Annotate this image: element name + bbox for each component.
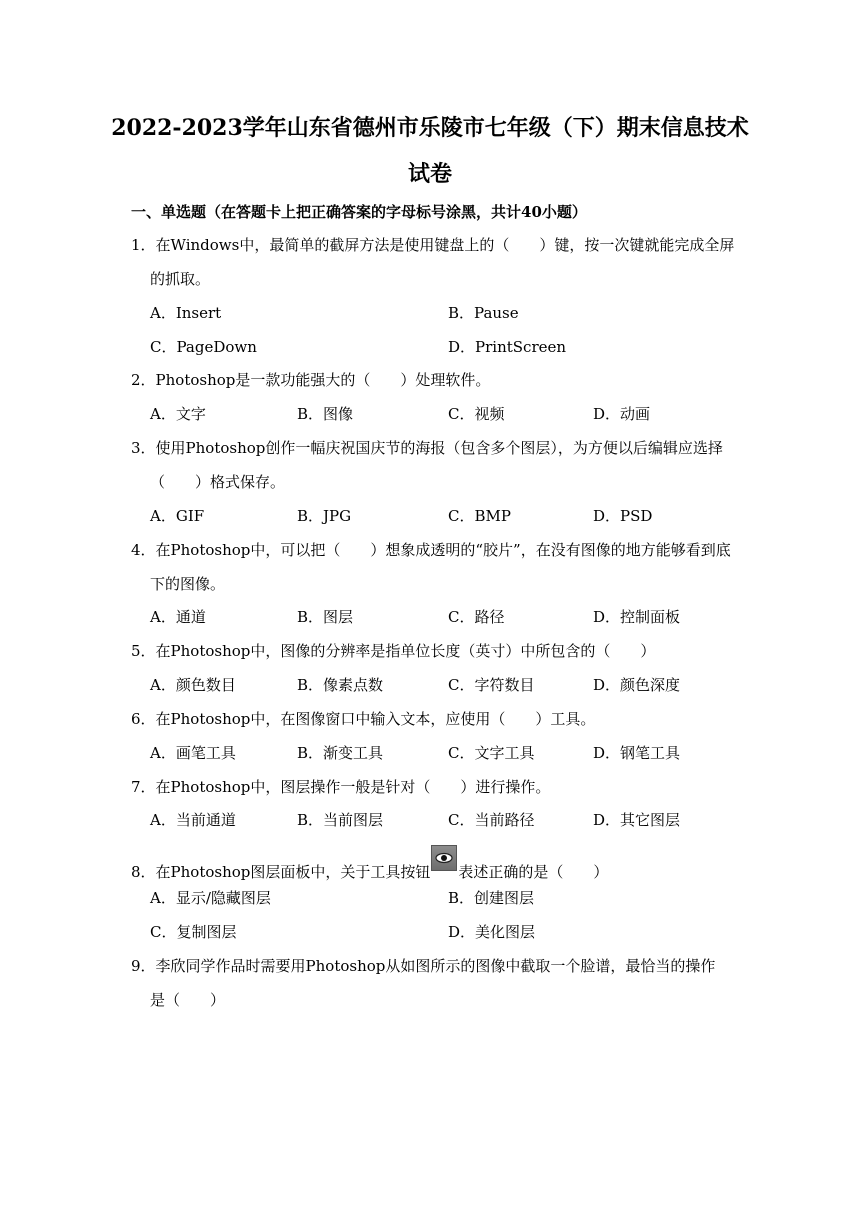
question-1-option-d: D．PrintScreen	[448, 338, 567, 356]
question-3-line1: 3．使用Photoshop创作一幅庆祝国庆节的海报（包含多个图层），为方便以后编辑应选择	[131, 439, 723, 457]
question-6-line1: 6．在Photoshop中，在图像窗口中输入文本，应使用（ ）工具。	[131, 710, 596, 728]
question-8-option-a: A．显示/隐藏图层	[150, 889, 271, 907]
question-2-option-d: D．动画	[593, 405, 651, 423]
question-7-option-b: B．当前图层	[297, 811, 384, 829]
question-8-line1	[131, 853, 608, 883]
question-2-option-c: C．视频	[448, 405, 505, 423]
question-2-line1: 2．Photoshop是一款功能强大的（ ）处理软件。	[131, 371, 491, 389]
question-3-option-c: C．BMP	[448, 507, 511, 525]
question-6-option-d: D．钢笔工具	[593, 744, 681, 762]
question-8-text-end: 表述正确的是（ ）	[458, 863, 609, 881]
question-4-line1: 4．在Photoshop中，可以把（ ）想象成透明的“胶片”，在没有图像的地方能够看到底	[131, 541, 731, 559]
question-3-option-a: A．GIF	[150, 507, 205, 525]
question-1-option-c: C．PageDown	[150, 338, 257, 356]
question-1-line1: 1．在Windows中，最简单的截屏方法是使用键盘上的（ ）键，按一次键就能完成全屏	[131, 236, 735, 254]
eye-icon	[431, 845, 457, 871]
question-4-option-a: A．通道	[150, 608, 206, 626]
question-7-option-c: C．当前路径	[448, 811, 535, 829]
question-4-line2: 下的图像。	[150, 575, 226, 593]
question-9-line2: 是（ ）	[150, 991, 226, 1009]
question-8-option-d: D．美化图层	[448, 923, 536, 941]
question-1-option-b: B．Pause	[448, 304, 519, 322]
question-8-option-b: B．创建图层	[448, 889, 535, 907]
question-5-option-c: C．字符数目	[448, 676, 535, 694]
question-4-option-b: B．图层	[297, 608, 354, 626]
question-2-option-b: B．图像	[297, 405, 354, 423]
question-1-option-a: A．Insert	[150, 304, 222, 322]
exam-title-line2: 试卷	[407, 161, 452, 187]
question-5-option-a: A．颜色数目	[150, 676, 236, 694]
question-8-option-c: C．复制图层	[150, 923, 237, 941]
question-3-option-d: D．PSD	[593, 507, 653, 525]
question-6-option-b: B．渐变工具	[297, 744, 384, 762]
question-3-line2: （ ）格式保存。	[150, 473, 286, 491]
exam-title-line1: 2022-2023学年山东省德州市乐陵市七年级（下）期末信息技术	[111, 115, 749, 141]
question-6-option-a: A．画笔工具	[150, 744, 236, 762]
question-4-option-d: D．控制面板	[593, 608, 681, 626]
question-1-line2: 的抓取。	[150, 270, 211, 288]
question-7-option-d: D．其它图层	[593, 811, 681, 829]
question-8-text-start: 8．在Photoshop图层面板中，关于工具按钮	[131, 863, 431, 881]
question-5-line1: 5．在Photoshop中，图像的分辨率是指单位长度（英寸）中所包含的（ ）	[131, 642, 656, 660]
question-5-option-d: D．颜色深度	[593, 676, 681, 694]
question-5-option-b: B．像素点数	[297, 676, 384, 694]
question-7-option-a: A．当前通道	[150, 811, 236, 829]
question-4-option-c: C．路径	[448, 608, 505, 626]
question-6-option-c: C．文字工具	[448, 744, 535, 762]
question-3-option-b: B．JPG	[297, 507, 352, 525]
section-heading: 一、单选题（在答题卡上把正确答案的字母标号涂黑，共计40小题）	[131, 203, 587, 221]
question-7-line1: 7．在Photoshop中，图层操作一般是针对（ ）进行操作。	[131, 778, 551, 796]
question-9-line1: 9．李欣同学作品时需要用Photoshop从如图所示的图像中截取一个脸谱，最恰当的操作	[131, 957, 716, 975]
question-2-option-a: A．文字	[150, 405, 206, 423]
